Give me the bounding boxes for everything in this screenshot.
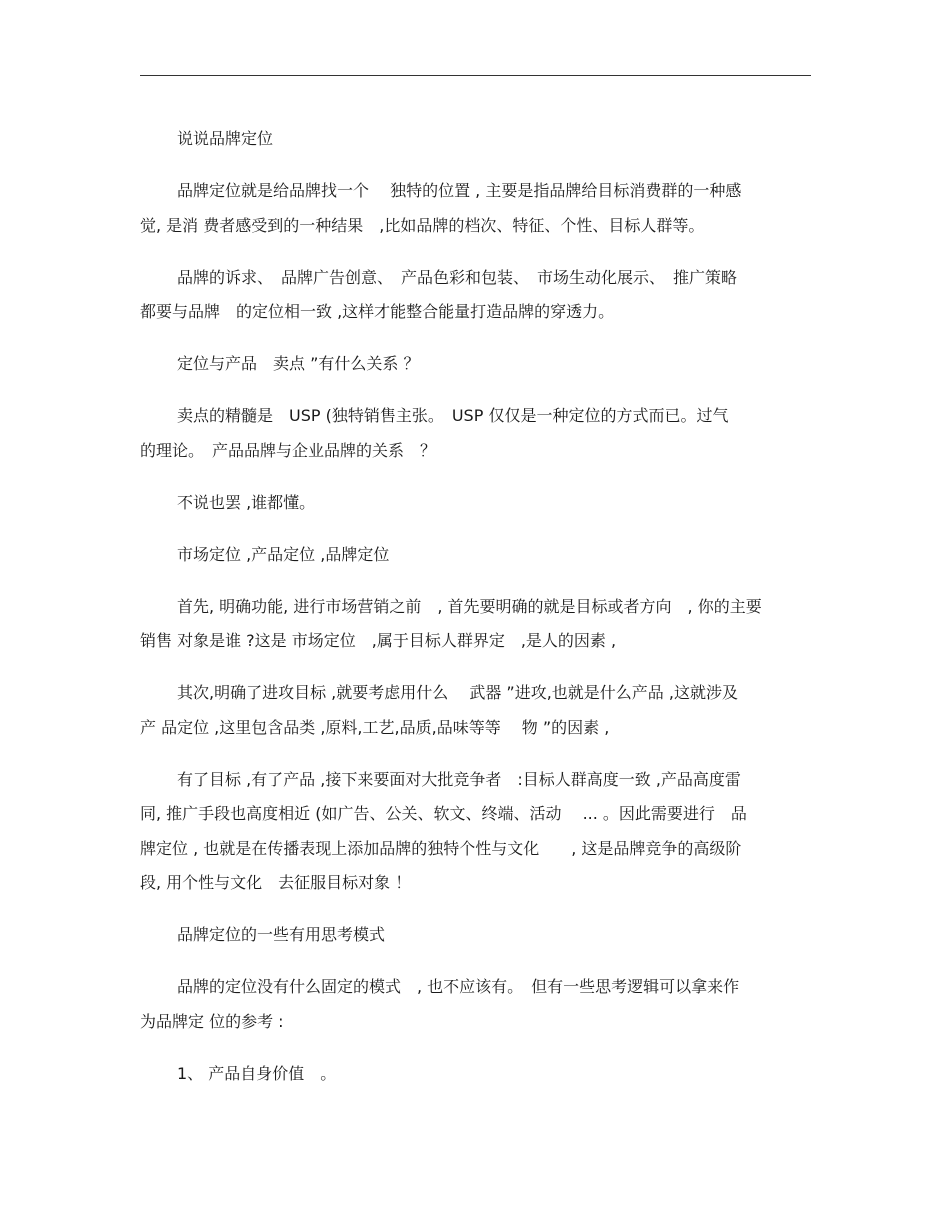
- text-line: 说说品牌定位: [177, 129, 274, 148]
- text-line: 为品牌定 位的参考 :: [140, 1011, 284, 1031]
- paragraph-definition: [140, 174, 812, 243]
- text-line: 觉, 是消 费者感受到的一种结果 ,比如品牌的档次、特征、个性、目标人群等。: [140, 215, 705, 235]
- text-line: 1、 产品自身价值 。: [177, 1063, 337, 1083]
- text-line: 品牌的定位没有什么固定的模式 , 也不应该有。 但有一些思考逻辑可以拿来作: [177, 977, 740, 996]
- text-line: 不说也罢 ,谁都懂。: [177, 492, 316, 512]
- text-line: 品牌定位就是给品牌找一个 独特的位置 , 主要是指品牌给目标消费群的一种感: [177, 181, 742, 200]
- paragraph-consistency: [140, 261, 812, 330]
- paragraph-subheading-thinking-modes: [140, 918, 812, 953]
- text-line: 段, 用个性与文化 去征服目标对象 ！: [140, 873, 412, 892]
- text-line: 定位与产品 卖点 ”有什么关系 ？: [177, 354, 420, 373]
- text-line: 卖点的精髓是 USP (独特销售主张。 USP 仅仅是一种定位的方式而已。过气: [177, 406, 729, 425]
- text-line: 牌定位 , 也就是在传播表现上添加品牌的独特个性与文化 , 这是品牌竞争的高级阶: [140, 838, 742, 858]
- text-line: 品牌的诉求、 品牌广告创意、 产品色彩和包装、 市场生动化展示、 推广策略: [177, 267, 738, 287]
- paragraph-usp: [140, 399, 812, 468]
- paragraph-second: [140, 676, 812, 745]
- text-line: 品牌定位的一些有用思考模式: [177, 925, 386, 944]
- paragraph-no-need: [140, 486, 812, 521]
- text-line: 其次,明确了进攻目标 ,就要考虑用什么 武器 ”进攻,也就是什么产品 ,这就涉及: [177, 683, 738, 702]
- paragraph-third: [140, 763, 812, 901]
- paragraph-subheading-positioning: [140, 538, 812, 573]
- text-line: 同, 推广手段也高度相近 (如广告、公关、软文、终端、活动 ... 。因此需要进行 品: [140, 804, 747, 823]
- text-line: 产 品定位 ,这里包含品类 ,原料,工艺,品质,品味等等 物 ”的因素 ,: [140, 717, 610, 737]
- text-line: 都要与品牌 的定位相一致 ,这样才能整合能量打造品牌的穿透力。: [140, 302, 615, 321]
- paragraph-question-selling-point: [140, 347, 812, 382]
- paragraph-list-item-1: [140, 1057, 812, 1092]
- text-line: 销售 对象是谁 ?这是 市场定位 ,属于目标人群界定 ,是人的因素 ,: [140, 631, 617, 650]
- paragraph-title: [140, 122, 812, 157]
- paragraph-first: [140, 590, 812, 659]
- paragraph-no-fixed-mode: [140, 970, 812, 1039]
- header-rule: [140, 75, 811, 76]
- document-body: [140, 122, 812, 1109]
- text-line: 有了目标 ,有了产品 ,接下来要面对大批竞争者 :目标人群高度一致 ,产品高度雷: [177, 769, 741, 789]
- text-line: 市场定位 ,产品定位 ,品牌定位: [177, 544, 390, 564]
- text-line: 首先, 明确功能, 进行市场营销之前 , 首先要明确的就是目标或者方向 , 你的主要: [177, 596, 762, 616]
- text-line: 的理论。 产品品牌与企业品牌的关系 ？: [140, 440, 437, 460]
